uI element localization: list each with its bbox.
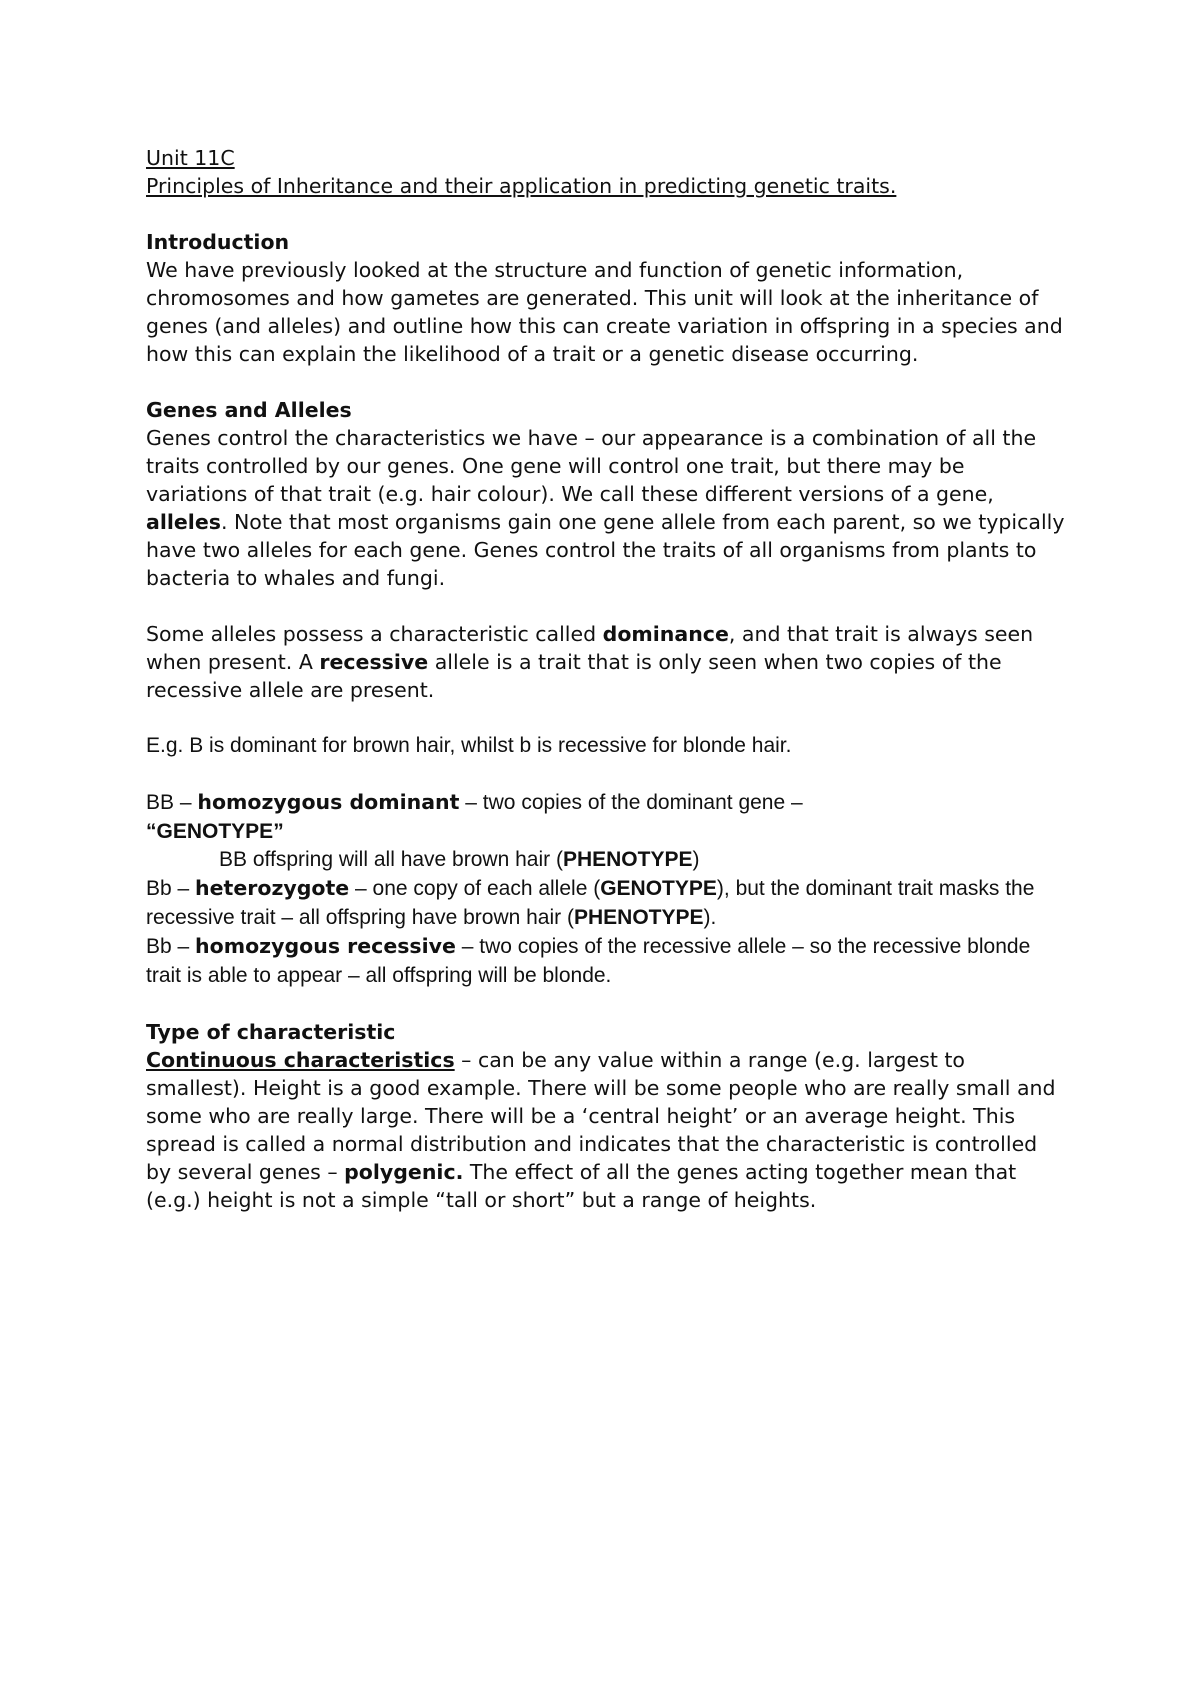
characteristic-paragraph (146, 1046, 1066, 1214)
genotype-label: GENOTYPE (600, 877, 717, 900)
characteristic-heading: Type of characteristic (146, 1020, 396, 1044)
genotype-line-1 (146, 788, 1066, 846)
genotype-text: Bb – (146, 935, 196, 958)
spacer (146, 200, 1066, 228)
dominance-term: dominance (602, 622, 729, 646)
genotype-text: – two copies of the recessive allele – so the recessive blonde trait is able to appear – all offspring will be blonde. (146, 935, 1031, 987)
document-title (146, 172, 1066, 200)
genes-paragraph (146, 424, 1066, 592)
homozygous-dominant-term: homozygous dominant (197, 790, 460, 814)
genes-text: Genes control the characteristics we have – our appearance is a combination of all the traits controlled by our genes. One gene will control one trait, but there may be variations of that trait (e.g. hair colour). We call these different versions of a gene, (146, 426, 1037, 506)
recessive-term: recessive (319, 650, 429, 674)
genotype-text: Bb – (146, 877, 196, 900)
unit-label-text: Unit 11C (146, 146, 235, 170)
polygenic-term: polygenic. (344, 1160, 464, 1184)
spacer (146, 990, 1066, 1018)
spacer (146, 368, 1066, 396)
intro-heading: Introduction (146, 230, 290, 254)
alleles-term: alleles (146, 510, 221, 534)
spacer (146, 760, 1066, 788)
characteristic-text: – can be any value within a range (e.g. largest to smallest). Height is a good example. There will be some people who are really small and some who are really large. There will be a ‘central height’ or an average height. This spread is called a normal distribution and indicates that the characteristic is controlled by several genes – (146, 1048, 1056, 1184)
heterozygote-term: heterozygote (195, 876, 350, 900)
characteristic-text: The effect of all the genes acting together mean that (e.g.) height is not a simple “tall or short” but a range of heights. (146, 1160, 1017, 1212)
spacer (146, 704, 1066, 732)
example-line: E.g. B is dominant for brown hair, whilst b is recessive for blonde hair. (146, 734, 792, 757)
phenotype-label: PHENOTYPE (573, 906, 704, 929)
document-title-text: Principles of Inheritance and their application in predicting genetic traits. (146, 174, 897, 198)
phenotype-text: ) (692, 848, 700, 871)
dominance-text: , and that trait is always seen when present. A (146, 622, 1034, 674)
dominance-text: allele is a trait that is only seen when two copies of the recessive allele are present. (146, 650, 1002, 702)
genotype-line-3 (146, 874, 1066, 932)
genotype-line-2 (146, 846, 1066, 874)
spacer (146, 592, 1066, 620)
genotype-text: – one copy of each allele ( (349, 877, 601, 900)
intro-paragraph: We have previously looked at the structure and function of genetic information, chromosomes and how gametes are generated. This unit will look at the inheritance of genes (and alleles) and outline how this can create variation in offspring in a species and how this can explain the likelihood of a trait or a genetic disease occurring. (146, 258, 1063, 366)
genotype-text: ). (703, 906, 717, 929)
document-body (146, 144, 1066, 1214)
genes-text: . Note that most organisms gain one gene allele from each parent, so we typically have two alleles for each gene. Genes control the traits of all organisms from plants to bacteria to whales and fungi. (146, 510, 1065, 590)
genotype-text: ), but the dominant trait masks the recessive trait – all offspring have brown hair ( (146, 877, 1035, 929)
dominance-text: Some alleles possess a characteristic called (146, 622, 603, 646)
genes-heading: Genes and Alleles (146, 398, 352, 422)
phenotype-label: PHENOTYPE (562, 848, 693, 871)
unit-label (146, 144, 1066, 172)
dominance-paragraph (146, 620, 1066, 704)
genotype-text: – two copies of the dominant gene – (459, 791, 803, 814)
genotype-text: BB – (146, 791, 198, 814)
genotype-line-4 (146, 932, 1066, 990)
genotype-label: “GENOTYPE” (146, 820, 284, 843)
phenotype-text: BB offspring will all have brown hair ( (219, 848, 563, 871)
homozygous-recessive-term: homozygous recessive (195, 934, 456, 958)
continuous-characteristics-term: Continuous characteristics (146, 1048, 455, 1072)
